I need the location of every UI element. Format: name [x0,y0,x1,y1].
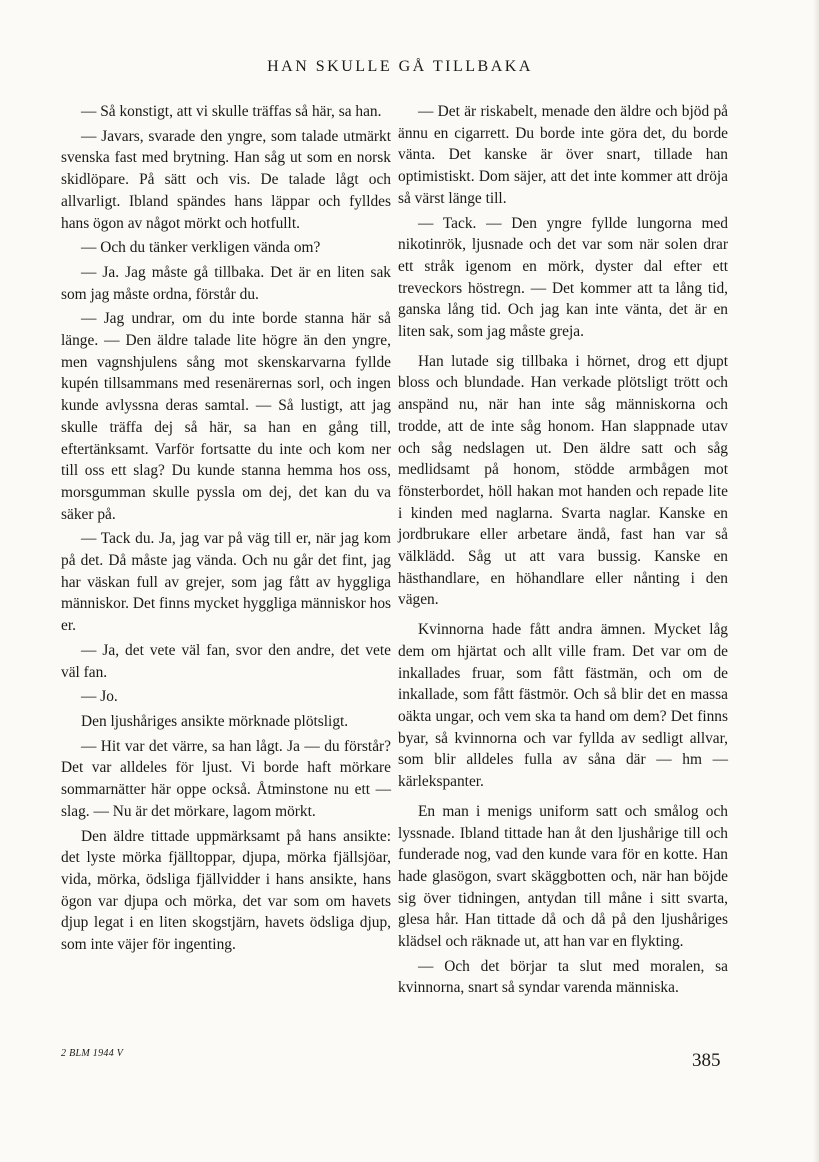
paragraph: — Jo. [81,688,118,706]
page-edge [813,0,819,1162]
signature-mark: 2 BLM 1944 V [61,1048,124,1059]
paragraph: — Det är riskabelt, menade den äldre och bjöd på ännu en cigarrett. Du borde inte göra det, du borde vänta. Det kanske är över snart, tillade han optimistiskt. Dom säjer, att det inte kommer att dröja så värst länge till. [398,103,728,207]
paragraph: — Tack du. Ja, jag var på väg till er, när jag kom på det. Då måste jag vända. Och nu går det fint, jag har väskan full av grejer, som jag fått av hyggliga människor. Det finns mycket hyggliga människor hos er. [61,530,391,635]
paragraph: — Ja. Jag måste gå tillbaka. Det är en liten sak som jag måste ordna, förstår du. [61,263,391,303]
page-number: 385 [692,1050,721,1071]
paragraph: En man i menigs uniform satt och smålog och lyssnade. Ibland tittade han åt den ljushårige till och funderade nog, vad den kunde vara för en kotte. Han hade glasögon, svart skäggbotten och, när han böjde sig över tidningen, antydan till måne i sitt svarta, glesa hår. Han tittade då och då på den ljushåriges klädsel och räknade ut, att han var en flykting. [398,802,728,951]
left-column [61,101,391,959]
paragraph: — Och det börjar ta slut med moralen, sa kvinnorna, snart så syndar varenda människa. [398,957,728,997]
paragraph: — Ja, det vete väl fan, svor den andre, det vete väl fan. [61,641,391,681]
paragraph: Han lutade sig tillbaka i hörnet, drog ett djupt bloss och blundade. Han verkade plötsligt trött och anspänd nu, när han inte såg människorna och trodde, att de inte såg honom. Han slappnade utav och såg nedslagen ut. Den äldre satt och såg medlidsamt på honom, stödde armbågen mot fönsterbordet, höll hakan mot handen och repade lite i kinden med naglarna. Svarta naglar. Kanske en jordbrukare eller arbetare ändå, fast han var så välklädd. Såg ut att vara bussig. Kanske en hästhandlare, en höhandlare eller nånting i den vägen. [398,352,728,609]
paragraph: — Och du tänker verkligen vända om? [81,239,321,257]
paragraph: — Jag undrar, om du inte borde stanna här så länge. — Den äldre talade lite högre än den yngre, men vagnshjulens sång mot skenskarvarna fyllde kupén tillsammans med resenärernas sorl, och ingen kunde avlyssna deras samtal. — Så lustigt, att jag skulle träffa dej så här, sa han en gång till, eftertänksamt. Varför fortsatte du inte och kom ner till oss ett slag? Du kunde stanna hemma hos oss, morsgumman skulle pyssla om dej, det kan du va säker på. [61,310,391,523]
paragraph: — Så konstigt, att vi skulle träffas så här, sa han. [81,103,382,120]
right-column [398,101,728,1002]
paragraph: — Javars, svarade den yngre, som talade utmärkt svenska fast med brytning. Han såg ut som en norsk skidlöpare. På sätt och vis. De talade lågt och allvarligt. Ibland spändes hans läppar och fylldes hans ögon av något mörkt och hotfullt. [61,127,391,232]
paragraph: Den ljushåriges ansikte mörknade plötsligt. [81,712,349,730]
paragraph: — Tack. — Den yngre fyllde lungorna med nikotinrök, ljusnade och det var som när solen drar ett stråk igenom en mörk, dyster dal efter ett treveckors höstregn. — Det kommer att ta lång tid, ganska lång tid. Och jag kan inte vänta, det är en liten sak, som jag måste greja. [398,214,728,341]
paragraph: Den äldre tittade uppmärksamt på hans ansikte: det lyste mörka fjälltoppar, djupa, mörka fjällsjöar, vida, mörka, ödsliga fjällvidder i hans ansikte, hans ögon var djupa och mörka, det var som om havets djup legat i en liten skogstjärn, havets ödsliga djup, som inte väjer för ingenting. [61,827,391,954]
paragraph: — Hit var det värre, sa han lågt. Ja — du förstår? Det var alldeles för ljust. Vi borde haft mörkare sommarnätter här oppe också. Åtminstone nu ett — slag. — Nu är det mörkare, lagom mörkt. [61,737,391,820]
running-head: HAN SKULLE GÅ TILLBAKA [267,58,533,75]
paragraph: Kvinnorna hade fått andra ämnen. Mycket låg dem om hjärtat och allt ville fram. Det var om de inkallades fruar, som fått fästmän, och om de inkallade, som fått fästmör. Och så blir det en massa oäkta ungar, och vem ska ta hand om dem? Det finns byar, så kvinnorna och var fyllda av sedligt allvar, som blir alldeles fulla av såna där — hm — kärlekspanter. [398,621,728,791]
